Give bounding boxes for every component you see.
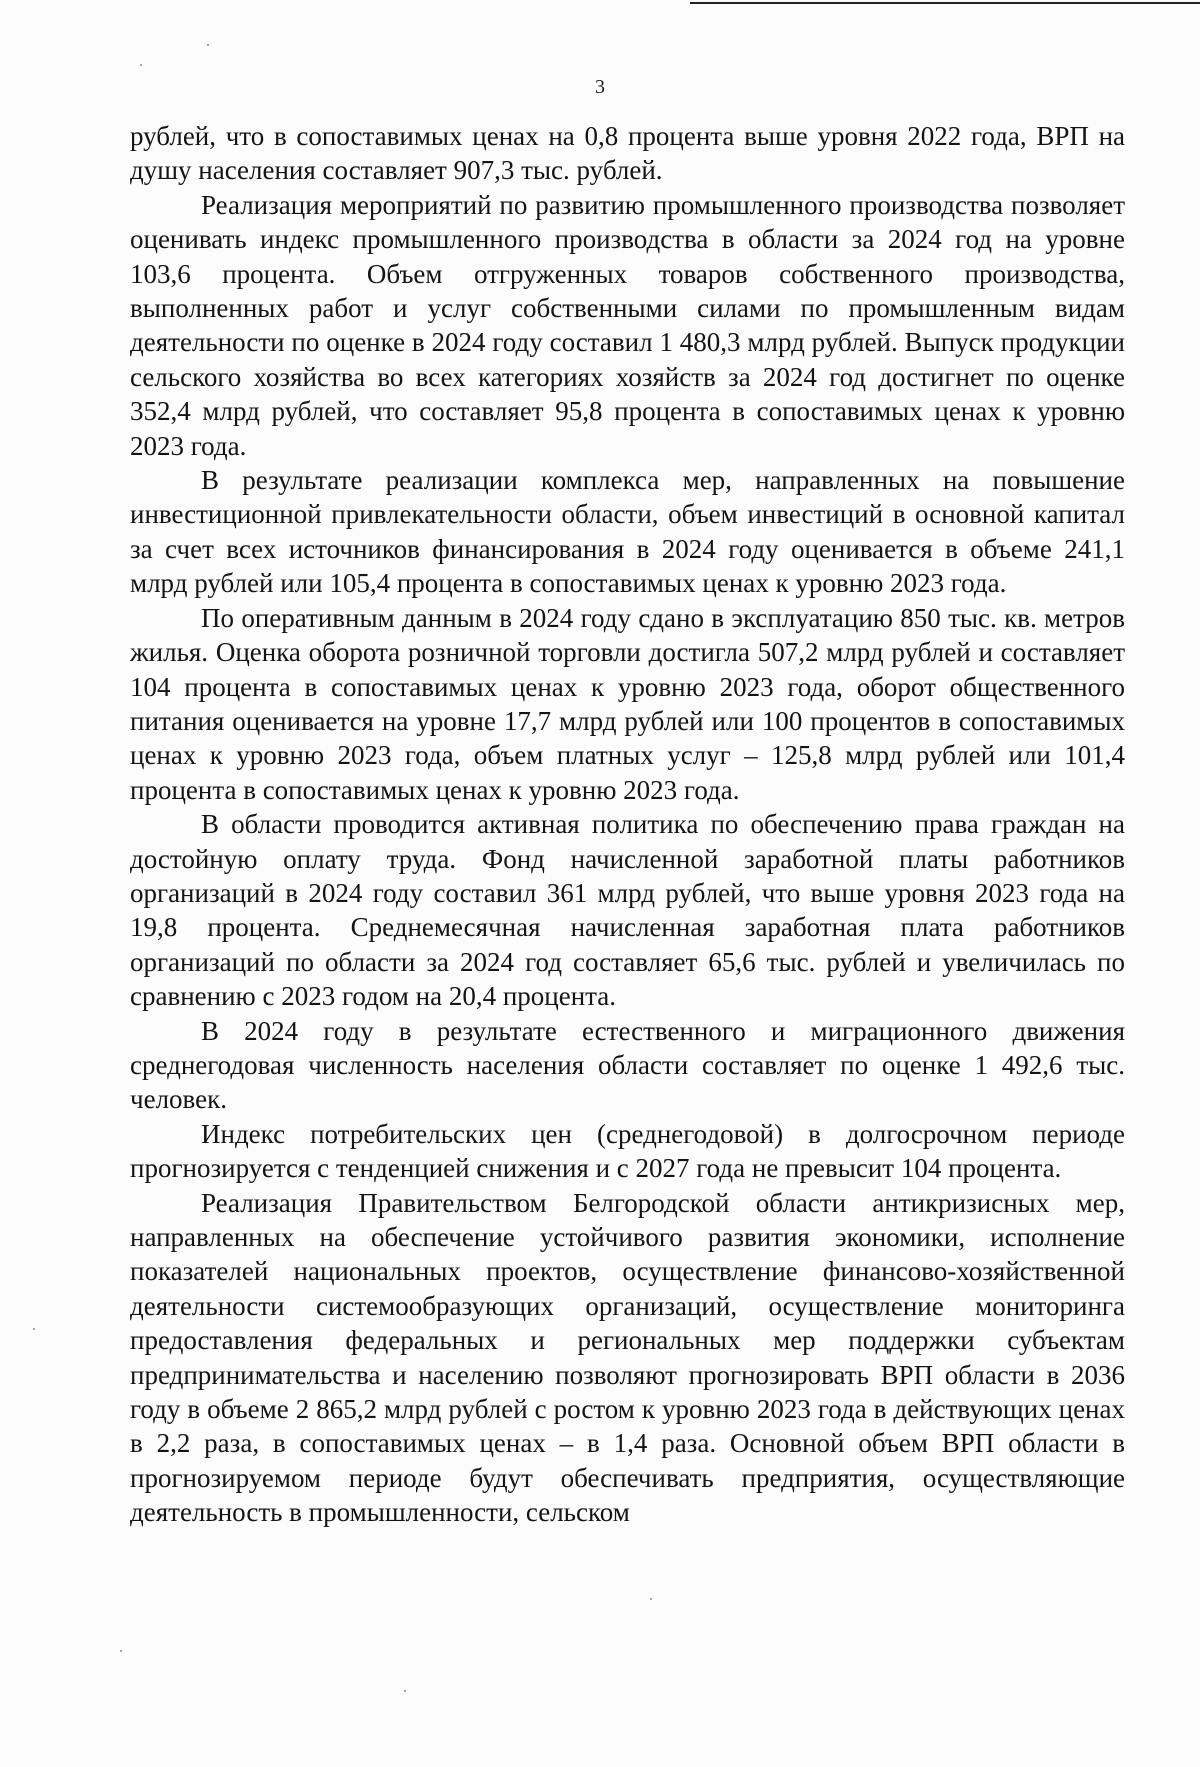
scan-speck xyxy=(404,1690,406,1692)
document-body xyxy=(130,119,1125,1530)
paragraph-industrial-production: Реализация мероприятий по развитию промышленного производства позволяет оценивать индекс промышленного производства в области за 2024 год на уровне 103,6 процента. Объем отгруженных товаров собственного производства, выполненных работ и услуг собственными силами по промышленным видам деятельности по оценке в 2024 году составил 1 480,3 млрд рублей. Выпуск продукции сельского хозяйства во всех категориях хозяйств за 2024 год достигнет по оценке 352,4 млрд рублей, что составляет 95,8 процента в сопоставимых ценах к уровню 2023 года. xyxy=(130,189,1125,461)
scan-speck xyxy=(650,1598,652,1600)
scan-speck xyxy=(207,44,209,46)
paragraph-wages: В области проводится активная политика по обеспечению права граждан на достойную оплату труда. Фонд начисленной заработной платы работников организаций в 2024 году составил 361 млрд рублей, что выше уровня 2023 года на 19,8 процента. Среднемесячная начисленная заработная плата работников организаций по области за 2024 год составляет 65,6 тыс. рублей и увеличилась по сравнению с 2023 годом на 20,4 процента. xyxy=(130,809,1125,1012)
top-edge-line xyxy=(690,2,1200,4)
scan-speck xyxy=(120,1650,122,1652)
paragraph-housing-and-retail: По оперативным данным в 2024 году сдано в эксплуатацию 850 тыс. кв. метров жилья. Оценка оборота розничной торговли достигла 507,2 млрд рублей и составляет 104 процента в сопоставимых ценах к уровню 2023 года, оборот общественного питания оценивается на уровне 17,7 млрд рублей или 100 процентов в сопоставимых ценах к уровню 2023 года, объем платных услуг – 125,8 млрд рублей или 101,4 процента в сопоставимых ценах к уровню 2023 года. xyxy=(130,602,1125,805)
scan-speck xyxy=(140,64,142,66)
page-number: 3 xyxy=(595,76,605,98)
paragraph-grp-forecast: Реализация Правительством Белгородской области антикризисных мер, направленных на обеспечение устойчивого развития экономики, исполнение показателей национальных проектов, осуществление финансово-хозяйственной деятельности системообразующих организаций, осуществление мониторинга предоставления федеральных и региональных мер поддержки субъектам предпринимательства и населению позволяют прогнозировать ВРП области в 2036 году в объеме 2 865,2 млрд рублей с ростом к уровню 2023 года в действующих ценах в 2,2 раза, в сопоставимых ценах – в 1,4 раза. Основной объем ВРП области в прогнозируемом периоде будут обеспечивать предприятия, осуществляющие деятельность в промышленности, сельском xyxy=(130,1187,1125,1528)
paragraph-investments: В результате реализации комплекса мер, направленных на повышение инвестиционной привлекательности области, объем инвестиций в основной капитал за счет всех источников финансирования в 2024 году оценивается в объеме 241,1 млрд рублей или 105,4 процента в сопоставимых ценах к уровню 2023 года. xyxy=(130,465,1125,599)
paragraph-population: В 2024 году в результате естественного и миграционного движения среднегодовая численность населения области составляет по оценке 1 492,6 тыс. человек. xyxy=(130,1015,1125,1115)
paragraph-grp-per-capita: рублей, что в сопоставимых ценах на 0,8 процента выше уровня 2022 года, ВРП на душу населения составляет 907,3 тыс. рублей. xyxy=(130,121,1125,186)
scan-speck xyxy=(33,1328,35,1330)
paragraph-consumer-price-index: Индекс потребительских цен (среднегодовой) в долгосрочном периоде прогнозируется с тенденцией снижения и с 2027 года не превысит 104 процента. xyxy=(130,1118,1125,1184)
